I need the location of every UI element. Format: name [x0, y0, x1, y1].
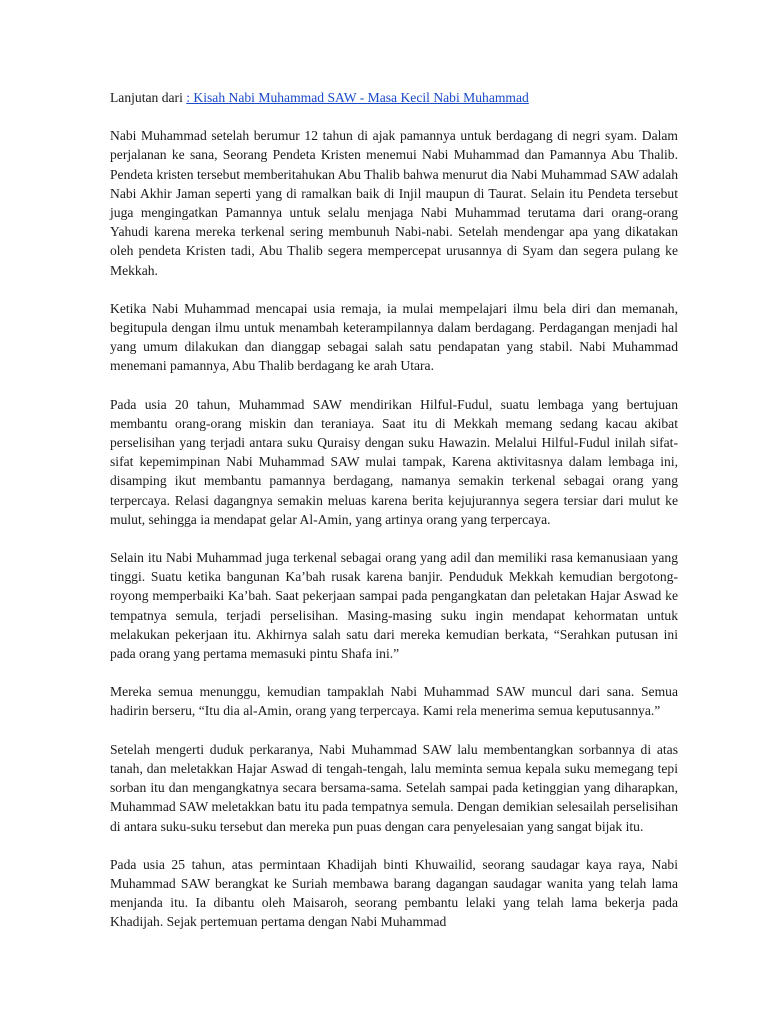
paragraph-2: Ketika Nabi Muhammad mencapai usia remaja, ia mulai mempelajari ilmu bela diri dan memanah, begitupula dengan ilmu untuk menambah keterampilannya dalam berdagang. Perdagangan menjadi hal yang umum dilakukan dan dianggap sebagai salah satu pendapatan yang stabil. Nabi Muhammad menemani pamannya, Abu Thalib berdagang ke arah Utara.: [110, 300, 678, 374]
paragraph-6: Setelah mengerti duduk perkaranya, Nabi Muhammad SAW lalu membentangkan sorbannya di atas tanah, dan meletakkan Hajar Aswad di tengah-tengah, lalu meminta semua kepala suku memegang tepi sorban itu dan mengangkatnya secara bersama-sama. Setelah sampai pada ketinggian yang diharapkan, Muhammad SAW meletakkan batu itu pada tempatnya semula. Dengan demikian selesailah perselisihan di antara suku-suku tersebut dan mereka pun puas dengan cara penyelesaian yang sangat bijak itu.: [110, 741, 678, 834]
continuation-line: [110, 88, 678, 107]
paragraph-3: Pada usia 20 tahun, Muhammad SAW mendirikan Hilful-Fudul, suatu lembaga yang bertujuan membantu orang-orang miskin dan teraniaya. Saat itu di Mekkah memang sedang kacau akibat perselisihan yang terjadi antara suku Quraisy dengan suku Hawazin. Melalui Hilful-Fudul inilah sifat-sifat kepemimpinan Nabi Muhammad SAW mulai tampak, Karena aktivitasnya dalam lembaga ini, disamping ikut membantu pamannya berdagang, namanya semakin terkenal sebagai orang yang terpercaya. Relasi dagangnya semakin meluas karena berita kejujurannya segera tersiar dari mulut ke mulut, sehingga ia mendapat gelar Al-Amin, yang artinya orang yang terpercaya.: [110, 396, 678, 527]
paragraph-5: Mereka semua menunggu, kemudian tampaklah Nabi Muhammad SAW muncul dari sana. Semua hadirin berseru, “Itu dia al-Amin, orang yang terpercaya. Kami rela menerima semua keputusannya.”: [110, 684, 678, 719]
document-page: [110, 88, 678, 951]
paragraph-7: Pada usia 25 tahun, atas permintaan Khadijah binti Khuwailid, seorang saudagar kaya raya, Nabi Muhammad SAW berangkat ke Suriah membawa barang dagangan saudagar wanita yang telah lama menjanda itu. Ia dibantu oleh Maisaroh, seorang pembantu lelaki yang telah lama bekerja pada Khadijah. Sejak pertemuan pertama dengan Nabi Muhammad: [110, 856, 678, 930]
previous-story-link[interactable]: : Kisah Nabi Muhammad SAW - Masa Kecil Nabi Muhammad: [186, 90, 529, 105]
continuation-prefix: Lanjutan dari: [110, 90, 187, 105]
paragraph-1: Nabi Muhammad setelah berumur 12 tahun di ajak pamannya untuk berdagang di negri syam. Dalam perjalanan ke sana, Seorang Pendeta Kristen menemui Nabi Muhammad dan Pamannya Abu Thalib. Pendeta kristen tersebut memberitahukan Abu Thalib bahwa menurut dia Nabi Muhammad SAW adalah Nabi Akhir Jaman seperti yang di ramalkan baik di Injil maupun di Taurat. Selain itu Pendeta tersebut juga mengingatkan Pamannya untuk selalu menjaga Nabi Muhammad terutama dari orang-orang Yahudi karena mereka terkenal sering membunuh Nabi-nabi. Setelah mendengar apa yang dikatakan oleh pendeta Kristen tadi, Abu Thalib segera mempercepat urusannya di Syam dan segera pulang ke Mekkah.: [110, 128, 678, 278]
paragraph-4: Selain itu Nabi Muhammad juga terkenal sebagai orang yang adil dan memiliki rasa kemanusiaan yang tinggi. Suatu ketika bangunan Ka’bah rusak karena banjir. Penduduk Mekkah kemudian bergotong-royong memperbaiki Ka’bah. Saat pekerjaan sampai pada pengangkatan dan peletakan Hajar Aswad ke tempatnya semula, terjadi perselisihan. Masing-masing suku ingin mendapat kehormatan untuk melakukan pekerjaan itu. Akhirnya salah satu dari mereka kemudian berkata, “Serahkan putusan ini pada orang yang pertama memasuki pintu Shafa ini.”: [110, 550, 678, 662]
